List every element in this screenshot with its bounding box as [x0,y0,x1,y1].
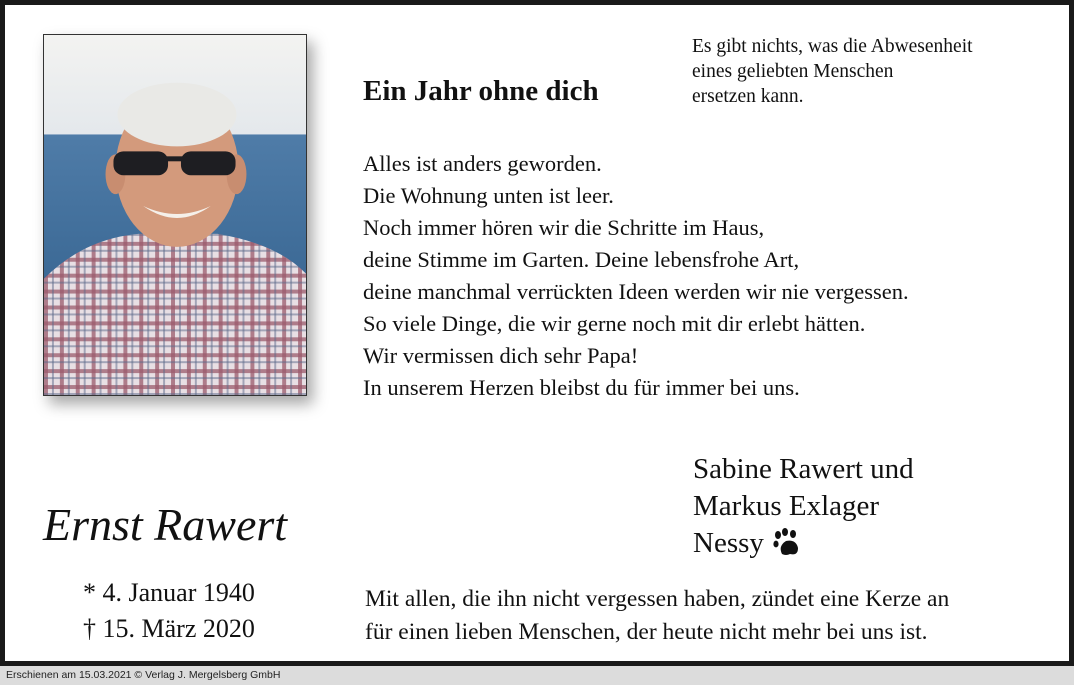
quote-line: ersetzen kann. [692,86,804,107]
closing-line: für einen lieben Menschen, der heute nicht mehr bei uns ist. [365,619,928,645]
publication-footer: Erschienen am 15.03.2021 © Verlag J. Mergelsberg GmbH [0,666,1074,685]
mourner-line: Sabine Rawert und [693,453,914,485]
pet-name: Nessy [693,527,764,559]
quote-line: Es gibt nichts, was die Abwesenheit [692,36,973,57]
notice-title: Ein Jahr ohne dich [363,75,599,107]
poem-line: deine manchmal verrückten Ideen werden wir nie vergessen. [363,279,909,304]
birth-date: * 4. Januar 1940 [83,578,255,607]
deceased-name: Ernst Rawert [43,499,288,550]
mourner-line: Markus Exlager [693,490,880,522]
portrait-image [44,35,306,395]
quote-line: eines geliebten Menschen [692,61,894,82]
paw-print-icon [772,528,802,568]
death-date: † 15. März 2020 [83,614,255,643]
memorial-quote [692,34,973,109]
poem-line: So viele Dinge, die wir gerne noch mit dir erlebt hätten. [363,311,866,336]
memorial-poem [363,148,909,404]
poem-line: Noch immer hören wir die Schritte im Haus, [363,215,765,240]
portrait-photo [43,34,307,396]
poem-line: Alles ist anders geworden. [363,151,602,176]
mourners-signature [693,451,914,568]
poem-line: Die Wohnung unten ist leer. [363,183,614,208]
poem-line: In unserem Herzen bleibst du für immer bei uns. [363,375,800,400]
mourner-line-pet [693,525,914,568]
poem-line: deine Stimme im Garten. Deine lebensfrohe Art, [363,247,800,272]
life-dates [83,575,255,647]
closing-line: Mit allen, die ihn nicht vergessen haben, zündet eine Kerze an [365,586,950,612]
closing-text [365,583,949,649]
poem-line: Wir vermissen dich sehr Papa! [363,343,639,368]
